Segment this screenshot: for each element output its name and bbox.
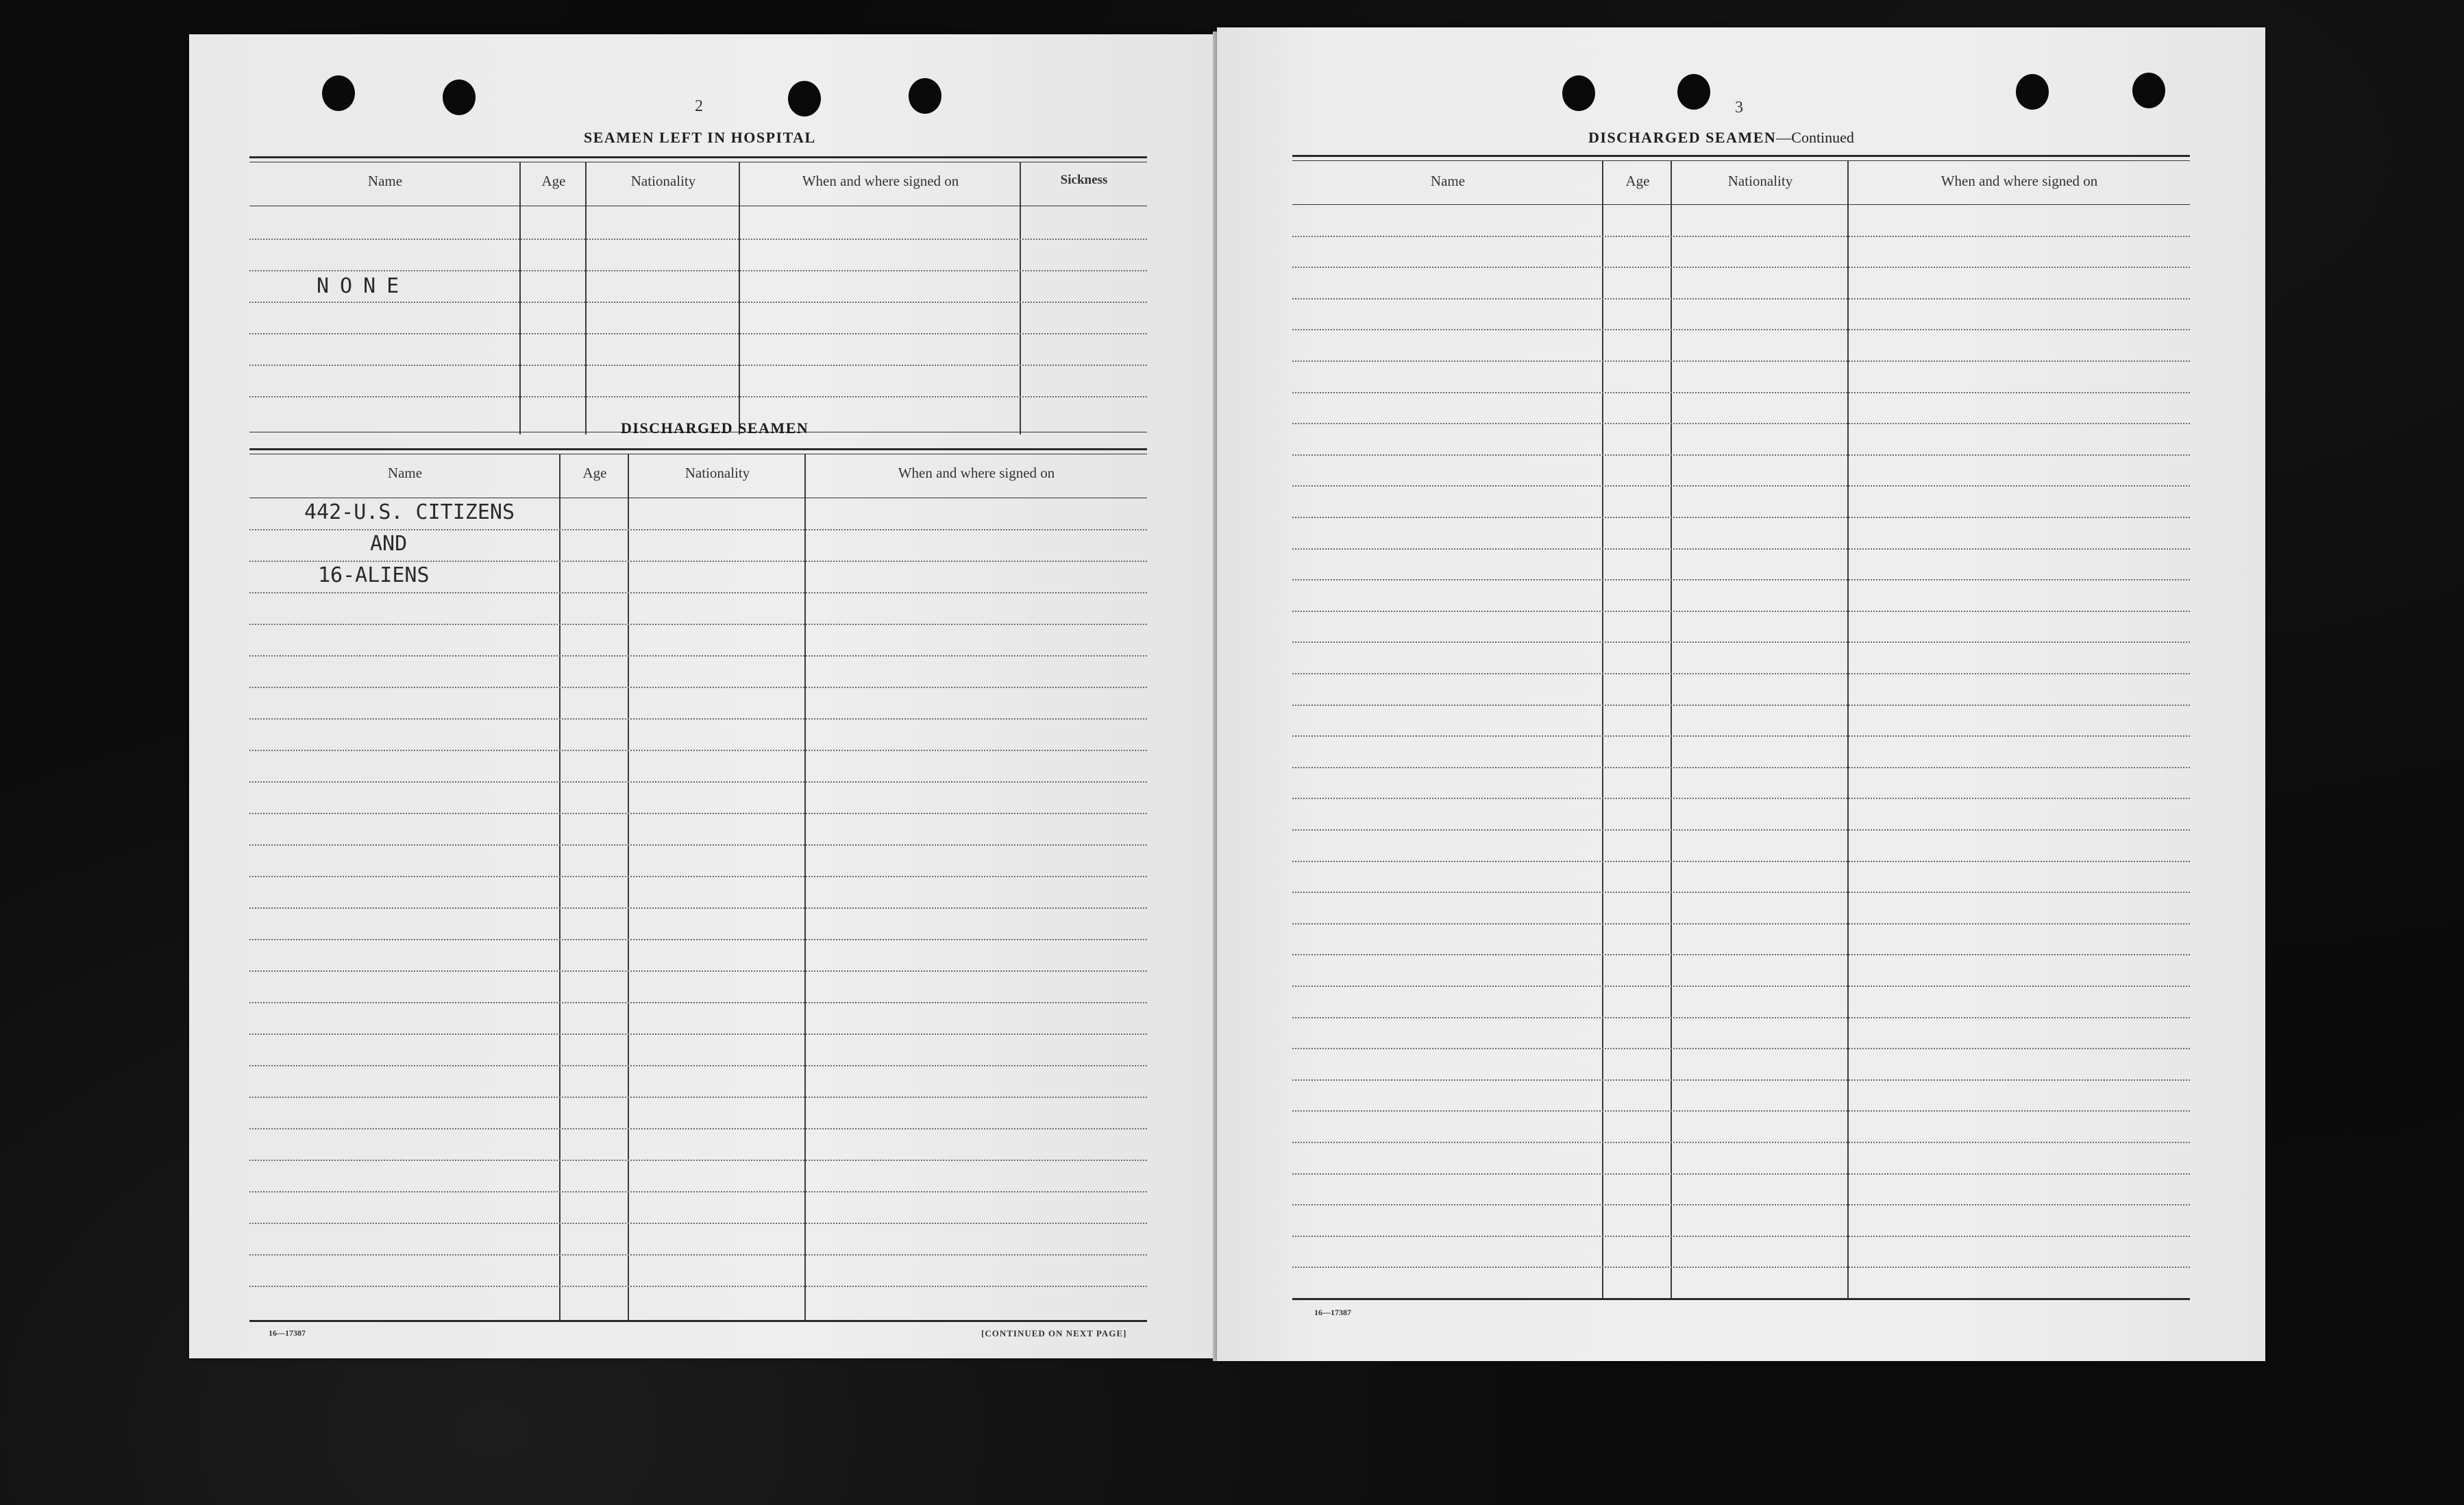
table-top-rule bbox=[1292, 160, 2190, 161]
punch-hole bbox=[322, 75, 355, 111]
ruled-lines-area bbox=[1292, 204, 2190, 1298]
form-number: 16—17387 bbox=[1314, 1308, 1351, 1317]
ruled-line bbox=[1292, 1079, 2190, 1081]
ruled-line bbox=[1292, 829, 2190, 831]
ruled-line bbox=[249, 1254, 1147, 1256]
section-title-continued: —Continued bbox=[1776, 129, 1854, 146]
ruled-line bbox=[1292, 267, 2190, 268]
ruled-line bbox=[249, 750, 1147, 751]
section-title bbox=[1588, 129, 1854, 147]
punch-hole bbox=[788, 81, 821, 117]
ruled-line bbox=[249, 1223, 1147, 1224]
ruled-line bbox=[1292, 485, 2190, 487]
table-bottom-rule bbox=[249, 1320, 1147, 1322]
page-number: 3 bbox=[1735, 99, 1743, 117]
col-header-name: Name bbox=[1430, 173, 1466, 189]
table-top-rule bbox=[1292, 155, 2190, 157]
col-header-age: Age bbox=[541, 173, 566, 189]
col-header-signed-on: When and where signed on bbox=[802, 173, 959, 189]
col-header-sickness: Sickness bbox=[1060, 173, 1108, 187]
table-bottom-rule bbox=[1292, 1298, 2190, 1300]
ruled-line bbox=[1292, 735, 2190, 737]
discharged-section-title: DISCHARGED SEAMEN bbox=[621, 419, 809, 437]
ruled-line bbox=[249, 1160, 1147, 1161]
hospital-section-title: SEAMEN LEFT IN HOSPITAL bbox=[584, 129, 816, 146]
ruled-line bbox=[1292, 892, 2190, 893]
ruled-line bbox=[1292, 517, 2190, 518]
ruled-line bbox=[1292, 392, 2190, 393]
ruled-line bbox=[249, 781, 1147, 783]
col-header-nationality: Nationality bbox=[685, 465, 750, 481]
col-header-signed-on: When and where signed on bbox=[898, 465, 1055, 481]
ruled-line bbox=[249, 592, 1147, 594]
col-header-nationality: Nationality bbox=[1727, 173, 1793, 189]
ruled-line bbox=[249, 270, 1147, 271]
ruled-line bbox=[249, 1097, 1147, 1098]
ruled-line bbox=[249, 876, 1147, 877]
ruled-line bbox=[1292, 954, 2190, 955]
ruled-line bbox=[249, 561, 1147, 562]
punch-hole bbox=[2016, 74, 2049, 110]
ruled-line bbox=[1292, 611, 2190, 612]
ruled-line bbox=[1292, 1048, 2190, 1049]
ruled-line bbox=[1292, 705, 2190, 706]
ruled-line bbox=[1292, 298, 2190, 299]
ruled-line bbox=[1292, 579, 2190, 580]
ruled-line bbox=[1292, 1173, 2190, 1175]
col-header-name: Name bbox=[367, 173, 403, 189]
col-header-age: Age bbox=[582, 465, 607, 481]
ruled-line bbox=[249, 624, 1147, 625]
ruled-line bbox=[1292, 1236, 2190, 1237]
ruled-line bbox=[249, 302, 1147, 303]
discharged-entry: 442-U.S. CITIZENS bbox=[304, 500, 515, 524]
hospital-entry-none: NONE bbox=[317, 274, 410, 298]
ruled-line bbox=[249, 813, 1147, 814]
ruled-line bbox=[249, 1065, 1147, 1066]
col-header-age: Age bbox=[1625, 173, 1650, 189]
ruled-line bbox=[249, 939, 1147, 940]
punch-hole bbox=[1562, 75, 1595, 111]
ruled-line bbox=[1292, 1110, 2190, 1112]
ruled-line bbox=[1292, 423, 2190, 424]
column-divider bbox=[1020, 162, 1021, 435]
discharged-entry: 16-ALIENS bbox=[318, 563, 430, 587]
continued-note: [CONTINUED ON NEXT PAGE] bbox=[981, 1328, 1127, 1338]
col-header-signed-on: When and where signed on bbox=[1941, 173, 2098, 189]
ruled-line bbox=[1292, 1017, 2190, 1018]
ruled-line bbox=[249, 333, 1147, 334]
ruled-line bbox=[249, 1191, 1147, 1192]
punch-hole bbox=[909, 78, 941, 114]
ruled-line bbox=[1292, 329, 2190, 330]
ruled-line bbox=[1292, 454, 2190, 456]
punch-hole bbox=[1677, 74, 1710, 110]
ruled-line bbox=[1292, 986, 2190, 987]
table-top-rule bbox=[249, 156, 1147, 158]
ruled-line bbox=[249, 1286, 1147, 1287]
ruled-line bbox=[249, 1128, 1147, 1129]
ruled-line bbox=[249, 529, 1147, 530]
ruled-line bbox=[249, 1002, 1147, 1003]
ruled-line bbox=[249, 655, 1147, 657]
ruled-line bbox=[249, 844, 1147, 846]
ruled-line bbox=[249, 970, 1147, 972]
ruled-line bbox=[1292, 236, 2190, 237]
ruled-lines-area bbox=[249, 498, 1147, 1320]
punch-hole bbox=[2132, 73, 2165, 108]
column-divider bbox=[739, 162, 740, 435]
col-header-nationality: Nationality bbox=[630, 173, 696, 189]
ruled-line bbox=[1292, 767, 2190, 768]
ruled-line bbox=[249, 907, 1147, 909]
ruled-line bbox=[1292, 360, 2190, 362]
col-header-name: Name bbox=[387, 465, 423, 481]
ruled-line bbox=[1292, 1267, 2190, 1268]
ruled-line bbox=[1292, 923, 2190, 925]
left-page bbox=[189, 34, 1218, 1358]
column-divider bbox=[585, 162, 587, 435]
ruled-line bbox=[249, 718, 1147, 720]
discharged-entry: AND bbox=[370, 532, 408, 556]
column-divider bbox=[519, 162, 521, 435]
ruled-line bbox=[249, 687, 1147, 688]
ruled-line bbox=[249, 365, 1147, 366]
ruled-line bbox=[249, 238, 1147, 240]
table-top-rule bbox=[249, 448, 1147, 450]
form-number: 16—17387 bbox=[269, 1328, 306, 1338]
ruled-line bbox=[1292, 798, 2190, 799]
ruled-line bbox=[1292, 1204, 2190, 1206]
page-number: 2 bbox=[695, 97, 703, 115]
ruled-line bbox=[1292, 673, 2190, 674]
ruled-line bbox=[249, 396, 1147, 397]
ruled-line bbox=[1292, 1142, 2190, 1143]
right-page bbox=[1217, 27, 2265, 1361]
punch-hole bbox=[443, 79, 476, 115]
ruled-line bbox=[249, 1033, 1147, 1035]
section-title-main: DISCHARGED SEAMEN bbox=[1588, 129, 1777, 146]
ruled-line bbox=[1292, 548, 2190, 550]
ruled-line bbox=[1292, 641, 2190, 643]
ruled-line bbox=[1292, 861, 2190, 862]
